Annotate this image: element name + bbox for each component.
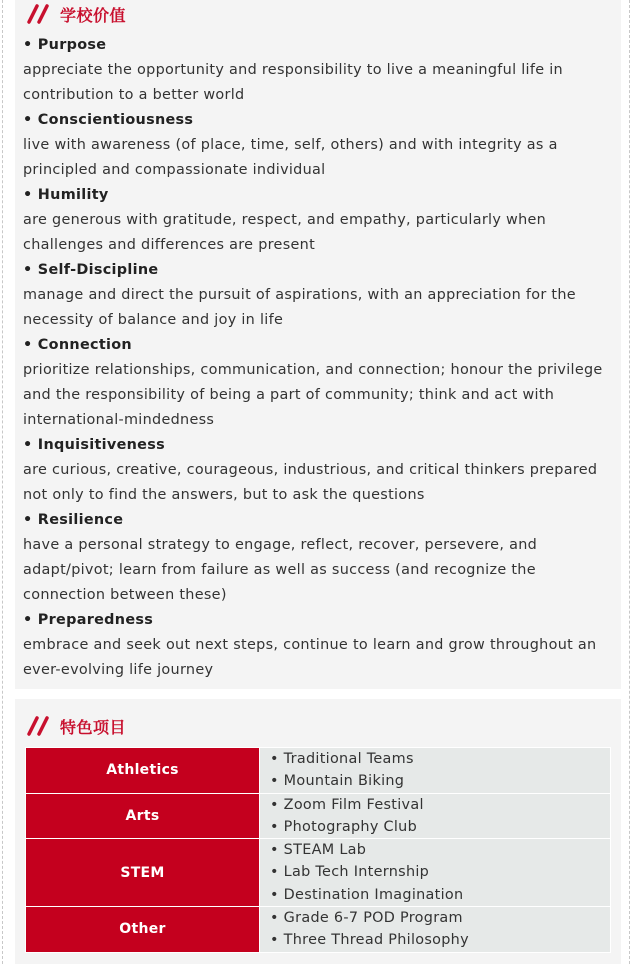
list-item: • STEAM Lab (270, 842, 367, 859)
value-title: • Resilience (23, 512, 124, 528)
category-cell: Other (26, 907, 260, 953)
table-row (26, 793, 611, 839)
table-row (26, 748, 611, 794)
table-row (26, 907, 611, 953)
features-heading-title: 特色项目 (60, 717, 127, 737)
list-item: • Photography Club (270, 818, 418, 835)
value-title: • Humility (23, 187, 109, 203)
value-description: are generous with gratitude, respect, and empathy, particularly when challenges and differences are present (23, 212, 547, 253)
value-title: • Inquisitiveness (23, 437, 165, 453)
items-cell (260, 907, 611, 953)
value-description: live with awareness (of place, time, self, others) and with integrity as a principled and compassionate individual (23, 137, 558, 178)
list-item: • Mountain Biking (270, 773, 405, 790)
list-item: • Lab Tech Internship (270, 864, 430, 881)
features-table (25, 747, 611, 953)
value-title: • Self-Discipline (23, 262, 159, 278)
items-cell (260, 839, 611, 907)
category-cell: STEM (26, 839, 260, 907)
list-item: • Traditional Teams (270, 751, 414, 767)
value-title: • Purpose (23, 37, 107, 53)
items-cell (260, 793, 611, 839)
values-list (23, 33, 613, 683)
value-title: • Conscientiousness (23, 112, 194, 128)
value-title: • Connection (23, 337, 132, 353)
table-row (26, 839, 611, 907)
list-item: • Three Thread Philosophy (270, 932, 469, 949)
double-slash-icon (26, 4, 52, 24)
value-description: manage and direct the pursuit of aspirations, with an appreciation for the necessity of balance and joy in life (23, 287, 576, 328)
features-heading (26, 713, 126, 739)
value-description: prioritize relationships, communication, and connection; honour the privilege and the responsibility of being a part of community; think and act with international-mindedness (23, 362, 603, 428)
value-title: • Preparedness (23, 612, 154, 628)
category-cell: Athletics (26, 748, 260, 794)
list-item: • Zoom Film Festival (270, 796, 424, 813)
values-heading (26, 1, 126, 27)
double-slash-icon (26, 716, 52, 736)
list-item: • Destination Imagination (270, 886, 464, 903)
values-heading-title: 学校价值 (60, 5, 127, 25)
list-item: • Grade 6-7 POD Program (270, 910, 463, 927)
value-description: have a personal strategy to engage, reflect, recover, persevere, and adapt/pivot; learn from failure as well as success (and recognize the connection between these) (23, 537, 538, 603)
value-description: are curious, creative, courageous, industrious, and critical thinkers prepared not only to find the answers, but to ask the questions (23, 462, 598, 503)
value-description: embrace and seek out next steps, continue to learn and grow throughout an ever-evolving life journey (23, 637, 597, 678)
category-cell: Arts (26, 793, 260, 839)
value-description: appreciate the opportunity and responsibility to live a meaningful life in contribution to a better world (23, 62, 563, 103)
items-cell (260, 748, 611, 794)
